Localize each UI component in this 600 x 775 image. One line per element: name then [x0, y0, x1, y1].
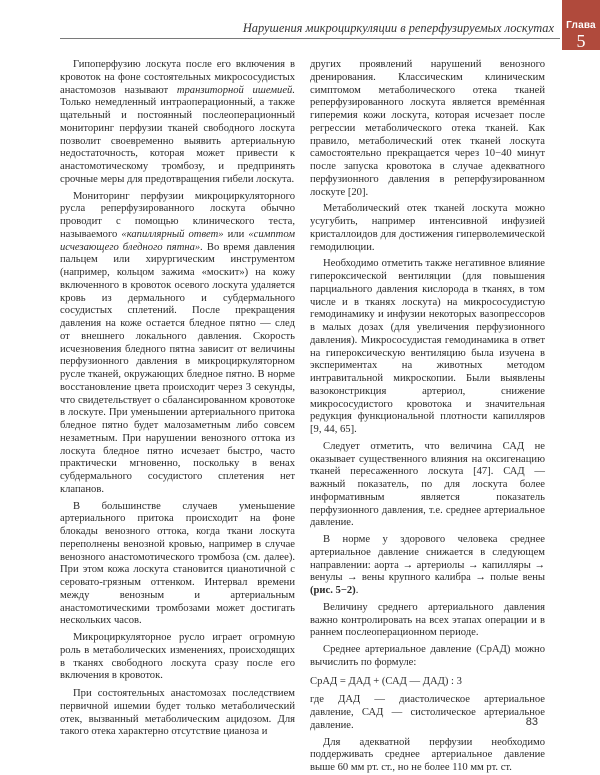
text-run: В норме у здорового человека среднее артериальное давление снижается в следующем направлении: аорта → артериолы → капилляры → венулы → вены крупного калибра → полые вены	[310, 534, 545, 584]
italic-term: транзиторной ишемией.	[176, 84, 295, 96]
text-run: Мониторинг перфузии микроциркуляторного русла реперфузированного лоскута обычно проводит с помощью клинического теста, называемого	[60, 190, 295, 240]
header-rule	[60, 38, 560, 39]
paragraph: Микроциркуляторное русло играет огромную роль в метаболических изменениях, происходящих в тканях свободного лоскута сразу после его включения в кровоток.	[60, 632, 295, 682]
paragraph: Среднее артериальное давление (СрАД) можно вычислить по формуле:	[310, 644, 545, 668]
paragraph: Следует отметить, что величина САД не оказывает существенного влияния на оксигенацию тканей пересаженного лоскута [47]. САД — важный показатель, по для лоскута более информативным является показатель перфузионного давления, т.е. среднее артериальное давление.	[310, 440, 545, 529]
paragraph: где ДАД — диастолическое артериальное давление, САД — систолическое артериальное давление.	[310, 694, 545, 731]
page-number: 83	[525, 716, 538, 728]
paragraph: Необходимо отметить также негативное влияние гипероксической вентиляции (для повышения парциального давления кислорода в тканях, в том числе и в тканях лоскута) на микрососудистую гемодинамику и инфузии некоторых вазопрессоров в малых дозах (для увеличения перфузионного давления). Микрососудистая гемодинамика в ответ на гипероксическую вентиляцию была изучена в экспериментах на животных методом интравитальной микроскопии. Были выявлены вазоконстрикция артериол, снижение микрососудистого кровотока и значительная редукция функциональной плотности капилляров [9, 44, 65].	[310, 258, 545, 435]
paragraph: Величину среднего артериального давления важно контролировать на всех этапах операции и в раннем послеоперационном периоде.	[310, 601, 545, 639]
text-run: или	[223, 228, 249, 240]
paragraph	[60, 191, 295, 497]
chapter-tab	[562, 0, 600, 50]
paragraph	[310, 534, 545, 598]
paragraph: других проявлений нарушений венозного дренирования. Классическим клиническим симптомом метаболического отека тканей реперфузированного лоскута является времéнная гиперемия кожи лоскута, которая исчезает после регрессии метаболического отека тканей. Как правило, метаболический отек тканей лоскута самостоятельно прекращается через 10−40 минут после запуска кровотока в случае адекватного перфузионного давления в реперфузированном лоскуте [20].	[310, 59, 545, 198]
text-run: Гипоперфузию лоскута после его включения в кровоток на фоне состоятельных микрососудистых анастомозов называют	[60, 59, 295, 96]
paragraph: Метаболический отек тканей лоскута можно усугубить, например интенсивной инфузией кристаллоидов для достижения гиперволемической гемодилюции.	[310, 203, 545, 253]
right-column	[310, 59, 545, 775]
paragraph: Для адекватной перфузии необходимо поддерживать среднее артериальное давление выше 60 мм рт. ст., но не более 110 мм рт. ст.	[310, 736, 545, 773]
formula: СрАД = ДАД + (САД — ДАД) : 3	[310, 675, 462, 687]
italic-term: «симптом исчезающего бледного пятна».	[60, 228, 295, 253]
text-run: Только немедленный интраоперационный, а также щательный и постоянный послеоперационный мониторинг перфузии тканей свободного лоскута позволит своевременно выявить артериальную недостаточность, которая может привести к анастомотическому тромбозу, и предпринять срочные меры для предотвращения гибели лоскута.	[60, 97, 295, 185]
text-run: Во время давления пальцем или хирургическим инструментом (например, кольцом зажима «москит») на кожу включенного в кровоток осевого лоскута удаляется кровь из дермального и субдермального сосудистых сплетений. После прекращения давления на коже остается бледное пятно — след от внешнего локального давления. Скорость исчезновения бледного пятна зависит от величины перфузионного давления в микроциркуляторном русле тканей, окружающих бледное пятно. В норме восстановление цвета происходит через 3 секунды, что свидетельствует о сбалансированном кровотоке в лоскуте. При уменьшении артериального притока бледное пятно будет малозаметным либо совсем незаметным. При нарушении венозного оттока из лоскута бледное пятно исчезает быстро, часто практически мгновенно, поскольку в венах субдермального сосудистого сплетения нет клапанов.	[60, 241, 295, 495]
figure-reference: (рис. 5−2)	[310, 585, 356, 596]
chapter-number: 5	[576, 31, 586, 51]
running-head: Нарушения микроциркуляции в реперфузируемых лоскутах	[242, 21, 554, 35]
italic-term: «капиллярный ответ»	[121, 228, 224, 240]
text-run: .	[355, 585, 359, 596]
chapter-label: Глава	[566, 20, 596, 31]
left-column	[60, 59, 295, 739]
paragraph: В большинстве случаев уменьшение артериального притока происходит на фоне блокады венозного оттока, когда ткани лоскута переполнены венозной кровью, например в случае венозного анастомотического тромбоза (см. далее). При этом кожа лоскута становится цианотичной с серовато-грязным оттенком. Интервал времени между венозным и артериальным анастомотическими тромбозами может достигать нескольких часов.	[60, 500, 295, 627]
paragraph	[60, 59, 295, 187]
paragraph: При состоятельных анастомозах последствием первичной ишемии будет только метаболический отек, вызванный метаболическим ацидозом. Для такого отека характерно отсутствие цианоза и	[60, 688, 295, 738]
